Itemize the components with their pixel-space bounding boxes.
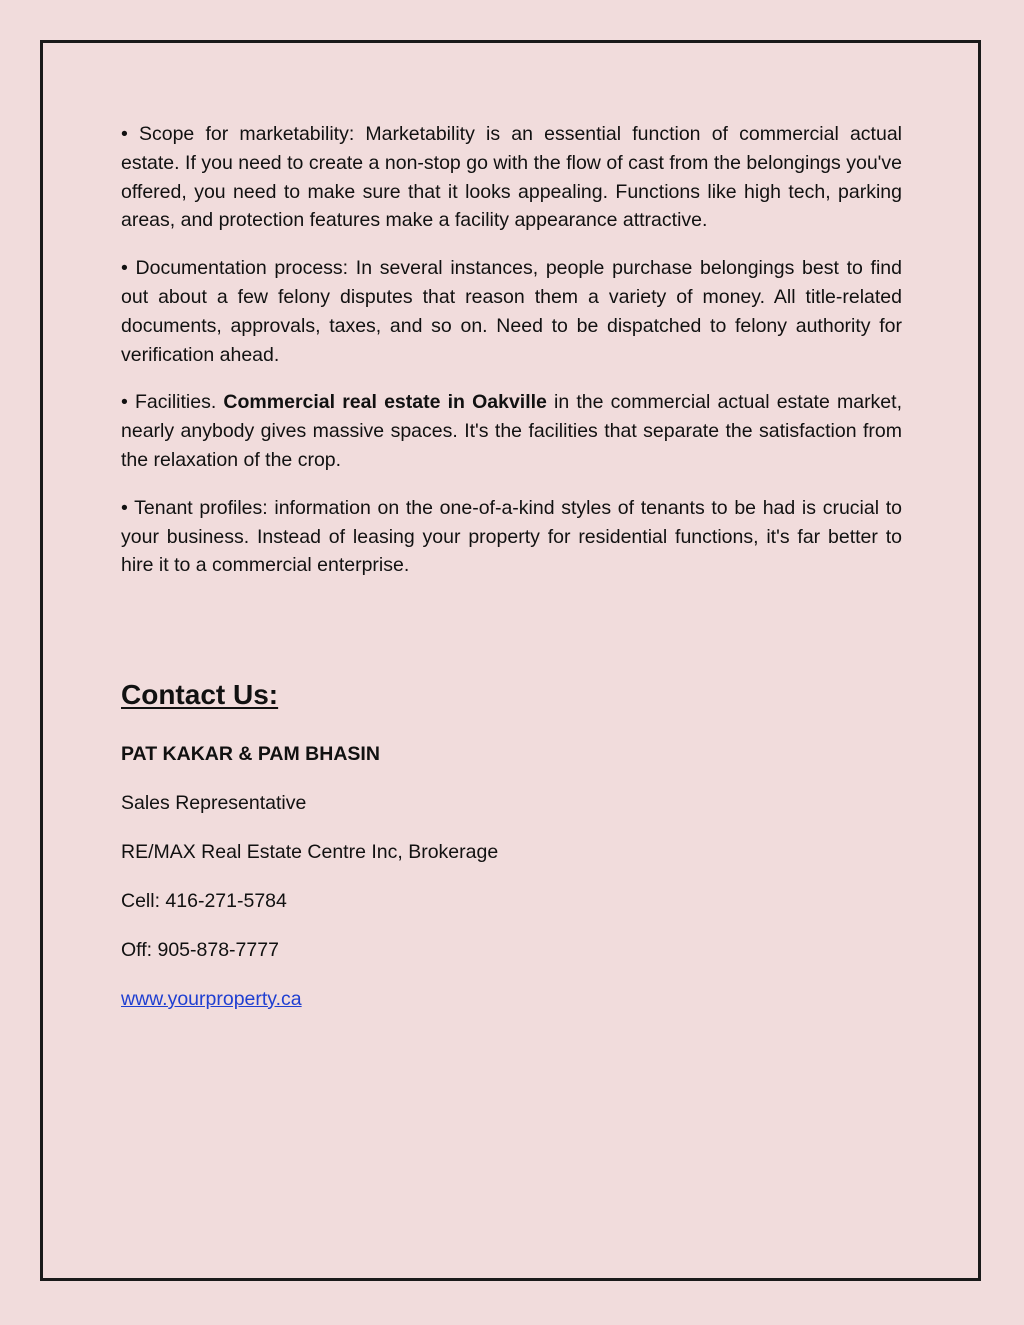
bullet-text: • Scope for marketability: Marketability is an essential function of commercial actual estate. If you need to create a non-stop go with the flow of cast from the belongings you've offered, you need to make sure that it looks appealing. Functions like high tech, parking areas, and protection features make a facility appearance attractive. (121, 123, 902, 232)
bullet-text: • Documentation process: In several instances, people purchase belongings best to find out about a few felony disputes that reason them a variety of money. All title-related documents, approvals, taxes, and so on. Need to be dispatched to felony authority for verification ahead. (121, 257, 902, 366)
contact-office: Off: 905-878-7777 (121, 939, 279, 961)
bullet-facilities (121, 388, 902, 474)
bullet-bold-keyword: Commercial real estate in Oakville (223, 391, 547, 414)
contact-heading: Contact Us: (121, 679, 279, 710)
bullet-text: • Facilities. (121, 391, 224, 414)
bullet-text-continued: in the commercial actual estate market, nearly anybody gives massive spaces. It's the facilities that separate the satisfaction from the relaxation of the crop. (121, 391, 902, 471)
bullet-documentation (121, 254, 902, 369)
bullet-marketability (121, 120, 902, 235)
website-link[interactable]: www.yourproperty.ca (121, 988, 302, 1010)
contact-company: RE/MAX Real Estate Centre Inc, Brokerage (121, 841, 499, 863)
bullet-tenant-profiles (121, 494, 902, 580)
contact-role: Sales Representative (121, 792, 307, 814)
contact-website-line (121, 987, 302, 1011)
contact-name: PAT KAKAR & PAM BHASIN (121, 743, 380, 765)
contact-cell: Cell: 416-271-5784 (121, 890, 287, 912)
document-content (121, 120, 902, 1010)
bullet-text: • Tenant profiles: information on the one-of-a-kind styles of tenants to be had is crucial to your business. Instead of leasing your property for residential functions, it's far better to hire it to a commercial enterprise. (121, 496, 902, 577)
